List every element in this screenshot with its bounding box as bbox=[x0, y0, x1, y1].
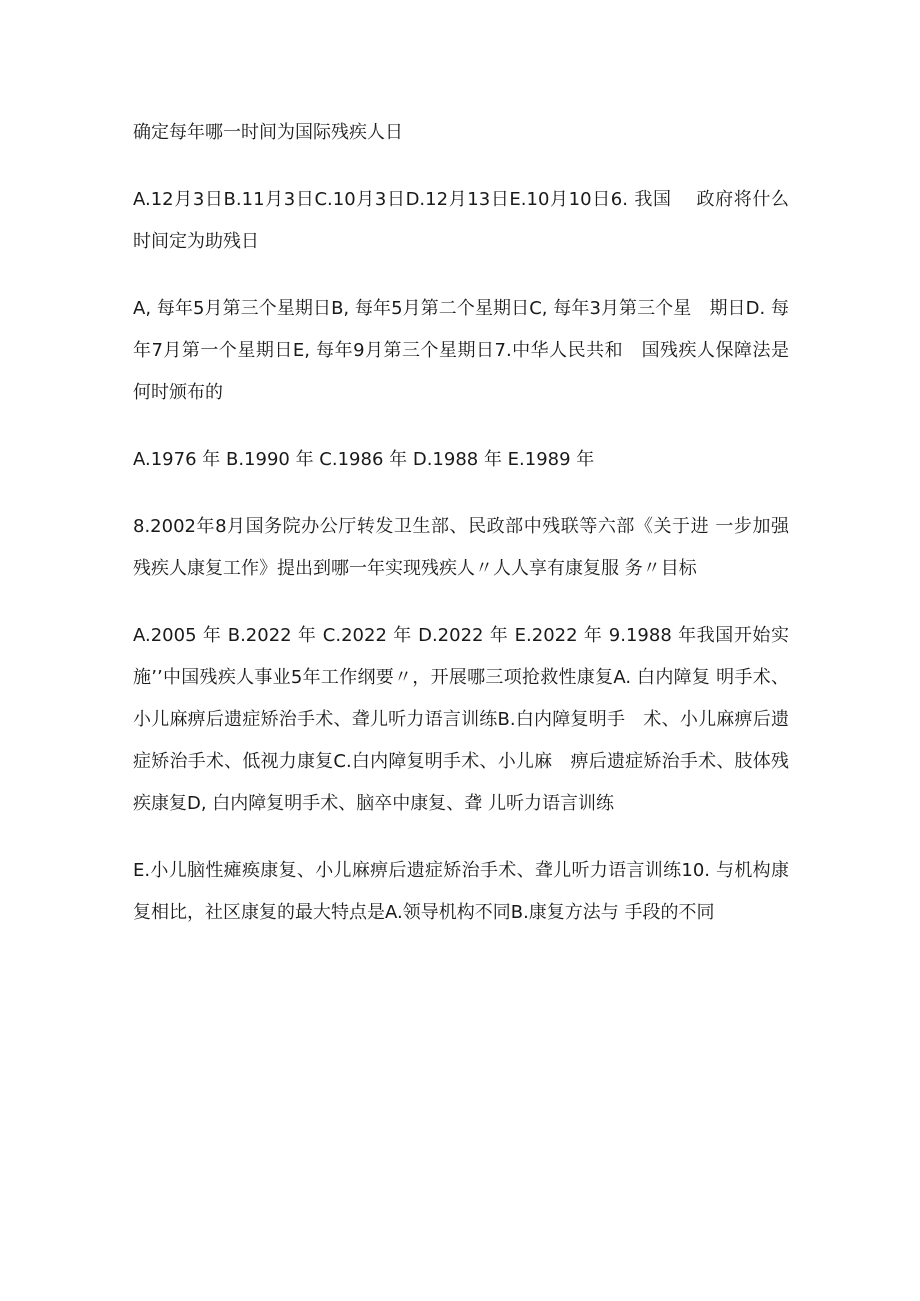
paragraph-question-intro: 确定每年哪一时间为国际残疾人日 bbox=[133, 122, 403, 143]
paragraph-question-8: 8.2002年8月国务院办公厅转发卫生部、民政部中残联等六部《关于进 一步加强残疾人康复工作》提出到哪一年实现残疾人〃人人享有康复服 务〃目标 bbox=[133, 516, 789, 579]
paragraph-question-10: E.小儿脑性瘫痪康复、小儿麻痹后遗症矫治手术、聋儿听力语言训练10. 与机构康复相比，社区康复的最大特点是A.领导机构不同B.康复方法与 手段的不同 bbox=[133, 860, 789, 923]
paragraph-options-7: A.1976 年 B.1990 年 C.1986 年 D.1988 年 E.1989 年 bbox=[133, 449, 595, 470]
paragraph-question-6: A.12月3日B.11月3日C.10月3日D.12月13日E.10月10日6. 我国 政府将什么时间定为助残日 bbox=[133, 189, 789, 252]
paragraph-question-9: A.2005 年 B.2022 年 C.2022 年 D.2022 年 E.2022 年 9.1988 年我国开始实施’’中国残疾人事业5年工作纲要〃，开展哪三项抢救性康复A. 白内障复 明手术、小儿麻痹后遗症矫治手术、聋儿听力语言训练B.白内障复明手 术、小儿麻痹后遗症矫治手术、低视力康复C.白内障复明手术、小儿麻 痹后遗症矫治手术、肢体残疾康复D, 白内障复明手术、脑卒中康复、聋 儿听力语言训练 bbox=[133, 625, 789, 814]
paragraph-question-7: A, 每年5月第三个星期日B, 每年5月第二个星期日C, 每年3月第三个星 期日D. 每年7月第一个星期日E, 每年9月第三个星期日7.中华人民共和 国残疾人保障法是何时颁布的 bbox=[133, 298, 789, 403]
document-body bbox=[133, 112, 789, 959]
